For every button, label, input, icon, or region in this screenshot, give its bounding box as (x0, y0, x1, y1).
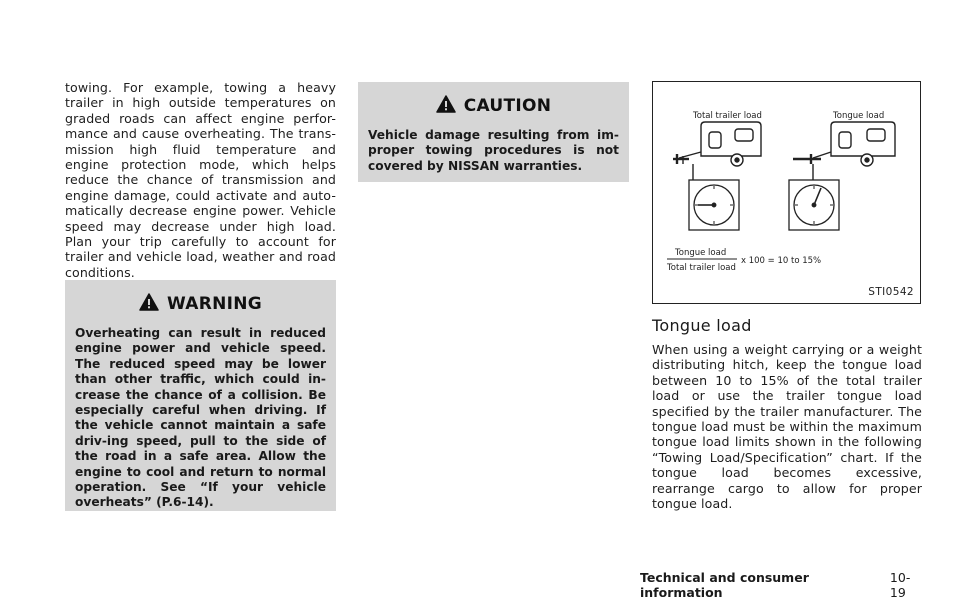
tongue-load-figure (652, 81, 921, 304)
tongue-load-paragraph: When using a weight carrying or a weight distributing hitch, keep the tongue load between 10 to 15% of the total trailer load or use the trailer tongue load specified by the trailer manufacturer. The tongue load must be within the maximum tongue load limits shown in the following “Towing Load/Specification” chart. If the tongue load becomes excessive, rearrange cargo to allow for proper tongue load. (652, 342, 922, 512)
total-trailer-load-label: Total trailer load (693, 111, 762, 121)
warning-box (65, 280, 336, 511)
trailer-left (673, 122, 761, 180)
fraction-denominator: Total trailer load (667, 263, 736, 273)
intro-paragraph: towing. For example, towing a heavy trailer in high outside temperatures on graded roads can affect engine perfor-mance and cause overheating. The trans-mission high fluid temperature and engine protection mode, which helps reduce the chance of transmission and engine damage, could activate and auto-matically decrease engine power. Vehicle speed may decrease under high load. Plan your trip carefully to account for trailer and vehicle load, weather and road conditions. (65, 80, 336, 280)
warning-triangle-icon (139, 293, 159, 316)
footer-section-title: Technical and consumer information (640, 570, 809, 600)
fraction-numerator: Tongue load (675, 248, 727, 258)
warning-heading: WARNING (166, 294, 263, 314)
page-number: 10-19 (889, 570, 911, 600)
warning-triangle-icon (436, 95, 456, 118)
warning-header (65, 292, 336, 316)
caution-box (358, 82, 629, 182)
caution-text: Vehicle damage resulting from im-proper towing procedures is not covered by NISSAN warranties. (368, 128, 619, 173)
trailer-right (793, 122, 895, 180)
scale-left (689, 180, 739, 230)
scale-right (789, 180, 839, 230)
caution-header (358, 94, 629, 118)
figure-id: STI0542 (868, 286, 914, 298)
page-footer (640, 570, 924, 600)
section-title-tongue-load: Tongue load (652, 316, 752, 335)
tongue-load-diagram (653, 82, 919, 302)
warning-text: Overheating can result in reduced engine power and vehicle speed. The reduced speed may be lower than other traffic, which could in-crease the chance of a collision. Be especially careful when driving. If the vehicle cannot maintain a safe driv-ing speed, pull to the side of the road in a safe area. Allow the engine to cool and return to normal operation. See “If your vehicle overheats” (P.6-14). (75, 326, 326, 510)
tongue-load-label: Tongue load (833, 111, 885, 121)
caution-heading: CAUTION (463, 96, 552, 116)
formula-result: x 100 = 10 to 15% (741, 256, 822, 266)
